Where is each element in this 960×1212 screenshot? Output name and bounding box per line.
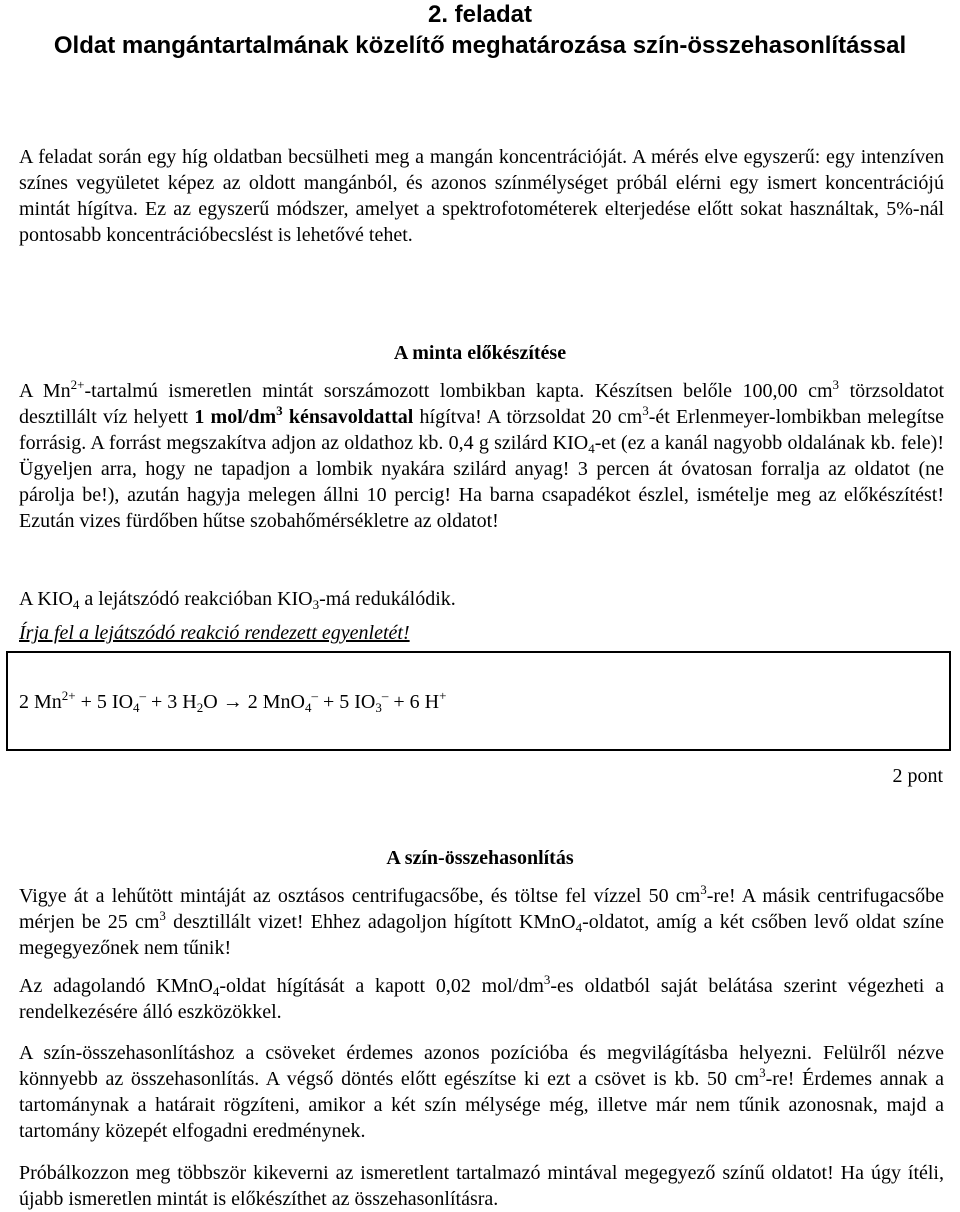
- preparation-paragraph: A $Mn^{2+}$-tartalmú ismeretlen mintát sorszámozott lombikban kapta. Készítsen belőle 100,00 $cm^3$ törzsoldatot desztillált víz helyett 1 mol/$dm^3$ kénsavoldattal hígítva! A törzsoldat 20 $cm^3-ét$ Erlenmeyer-lombikban melegítse forrásig. A forrást megszakítva adjon az oldathoz kb. 0,4 g szilárd $KIO_4-et$ (ez a kanál nagyobb oldalának kb. fele)! Ügyeljen arra, hogy ne tapadjon a lombik nyakára szilárd anyag! 3 percen át óvatosan forralja az oldatot (ne párolja be!), azután hagyja melegen állni 10 percig! Ha barna csapadékot észlel, ismételje meg az előkészítést! Ezután vizes fürdőben hűtse szobahőmérsékletre az oldatot!: [19, 377, 945, 532]
- section-heading-comparison: A szín-összehasonlítás: [386, 847, 574, 869]
- points-label: 2 pont: [892, 765, 943, 787]
- comparison-paragraph-2: Az adagolandó KMnO$_4$-oldat hígítását a kapott 0,02 mol/$dm^3-es$ oldatból saját belátása szerint végezheti a rendelkezésére álló eszközökkel.: [19, 972, 944, 1023]
- comparison-paragraph-4: Próbálkozzon meg többször kikeverni az ismeretlent tartalmazó mintával megegyező színű oldatot! Ha úgy ítéli, újabb ismeretlen mintát is előkészíthet az összehasonlításra.: [19, 1162, 944, 1210]
- section-heading-preparation: A minta előkészítése: [393, 342, 567, 364]
- intro-paragraph: A feladat során egy híg oldatban becsülheti meg a mangán koncentrációját. A mérés elve egyszerű: egy intenzíven színes vegyületet képez az oldott mangánból, és azonos színmélységet próbál elérni egy ismert koncentrációjú mintát hígítva. Ez az egyszerű módszer, amelyet a spektrofotométerek elterjedése előtt sokat használtak, 5%-nál pontosabb koncentrációbecslést is lehetővé tehet.: [19, 146, 944, 246]
- answer-box: [6, 651, 951, 751]
- reduction-note: A $KIO_4$ a lejátszódó reakcióban $KIO_3-má$ redukálódik.: [19, 588, 456, 612]
- task-number: 2. feladat: [427, 1, 533, 28]
- reaction-equation: 2 $Mn^{2+} + 5$ $IO_4^- + 3$ $H_2O \to 2$ MnO$_4$– + 5 $IO_3^- + 6$ H+: [19, 688, 447, 715]
- comparison-paragraph-1: Vigye át a lehűtött mintáját az osztásos centrifugacsőbe, és töltse fel vízzel 50 $cm^3-re$! A másik centrifugacsőbe mérjen be 25 $cm^3$ desztillált vizet! Ehhez adagoljon hígított KMnO$_4$-oldatot, amíg a két csőben levő oldat színe megegyezőnek nem tűnik!: [19, 882, 945, 959]
- task-title: Oldat mangántartalmának közelítő meghatározása szín-összehasonlítással: [53, 32, 907, 59]
- equation-instruction: Írja fel a lejátszódó reakció rendezett egyenletét!: [19, 622, 410, 644]
- comparison-paragraph-3: A szín-összehasonlításhoz a csöveket érdemes azonos pozícióba és megvilágításba helyezni. Felülről nézve könnyebb az összehasonlítás. A végső döntés előtt egészítse ki ezt a csövet is kb. 50 $cm^3-re$! Érdemes annak a tartománynak a határait rögzíteni, amikor a két szín mélysége még, illetve már nem tűnik azonosnak, majd a tartomány közepét elfogadni eredménynek.: [19, 1042, 944, 1142]
